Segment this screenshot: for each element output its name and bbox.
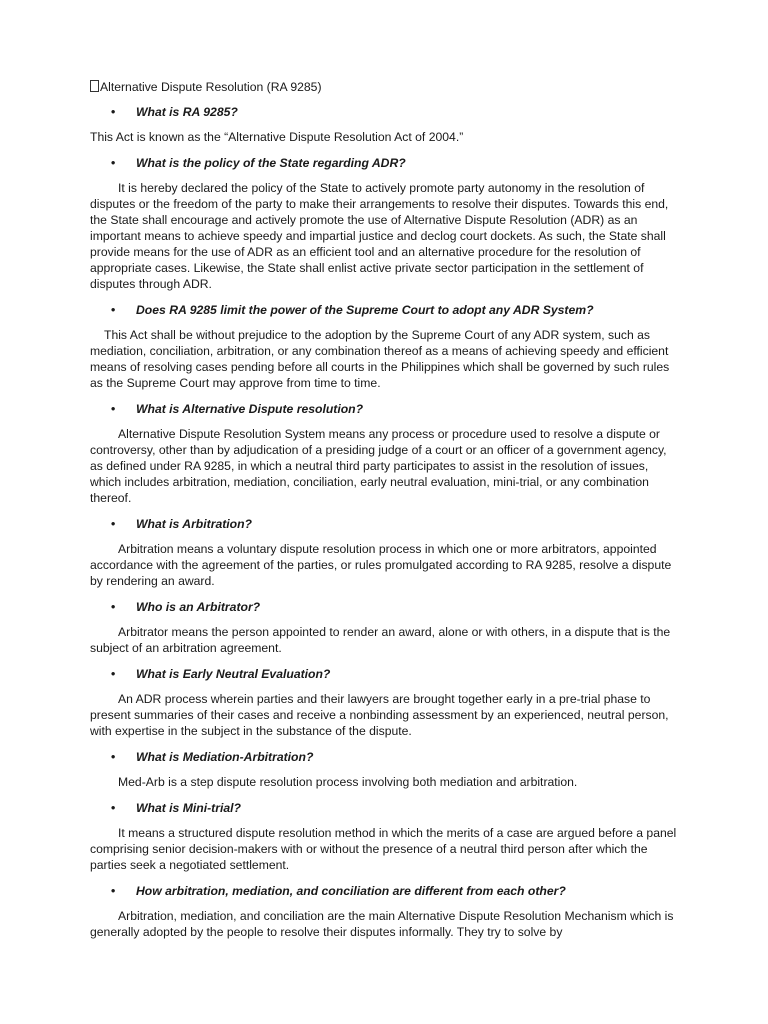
bullet-icon: •	[111, 801, 116, 815]
question-text: Who is an Arbitrator?	[136, 600, 261, 614]
answer-paragraph: Med-Arb is a step dispute resolution process involving both mediation and arbitration.	[118, 775, 578, 789]
question-text: What is Arbitration?	[136, 517, 253, 531]
question-text: What is Early Neutral Evaluation?	[136, 667, 331, 681]
bullet-icon: •	[111, 884, 116, 898]
question-text: What is Alternative Dispute resolution?	[136, 402, 364, 416]
question-heading	[90, 883, 678, 899]
answer-paragraph: Arbitrator means the person appointed to render an award, alone or with others, in a dispute that is the subject of an arbitration agreement.	[90, 625, 671, 655]
answer-paragraph: Arbitration, mediation, and conciliation are the main Alternative Dispute Resolution Mechanism which is generally adopted by the people to resolve their disputes informally. They try to solve by	[90, 909, 674, 939]
document-title-text: Alternative Dispute Resolution (RA 9285)	[100, 80, 322, 94]
question-text: How arbitration, mediation, and conciliation are different from each other?	[136, 884, 566, 898]
question-heading	[90, 302, 678, 318]
bullet-icon: •	[111, 667, 116, 681]
question-heading	[90, 155, 678, 171]
bullet-icon: •	[111, 517, 116, 531]
question-heading	[90, 800, 678, 816]
answer-paragraph: Alternative Dispute Resolution System means any process or procedure used to resolve a dispute or controversy, other than by adjudication of a presiding judge of a court or an officer of a government agency, as defined under RA 9285, in which a neutral third party participates to assist in the resolution of issues, which includes arbitration, mediation, conciliation, early neutral evaluation, mini-trial, or any combination thereof.	[90, 427, 667, 505]
bullet-icon: •	[111, 600, 116, 614]
question-heading	[90, 749, 678, 765]
bullet-icon: •	[111, 303, 116, 317]
bullet-icon: •	[111, 750, 116, 764]
question-heading	[90, 599, 678, 615]
question-heading	[90, 516, 678, 532]
question-text: What is Mediation-Arbitration?	[136, 750, 314, 764]
question-heading	[90, 401, 678, 417]
bullet-icon: •	[111, 402, 116, 416]
bullet-icon: •	[111, 105, 116, 119]
question-heading	[90, 104, 678, 120]
qa-sections	[90, 104, 678, 940]
answer-paragraph: Arbitration means a voluntary dispute resolution process in which one or more arbitrators, appointed accordance with the agreement of the parties, or rules promulgated according to RA 9285, resolve a dispute by rendering an award.	[90, 542, 672, 588]
answer-paragraph: An ADR process wherein parties and their lawyers are brought together early in a pre-trial phase to present summaries of their cases and receive a nonbinding assessment by an experienced, neutral person, with expertise in the subject in the substance of the dispute.	[90, 692, 669, 738]
answer-paragraph: It is hereby declared the policy of the State to actively promote party autonomy in the resolution of disputes or the freedom of the party to make their arrangements to resolve their disputes. Towards this end, the State shall encourage and actively promote the use of Alternative Dispute Resolution (ADR) as an important means to achieve speedy and impartial justice and declog court dockets. As such, the State shall provide means for the use of ADR as an efficient tool and an alternative procedure for the resolution of appropriate cases. Likewise, the State shall enlist active private sector participation in the settlement of disputes through ADR.	[90, 181, 669, 291]
answer-paragraph: This Act is known as the “Alternative Dispute Resolution Act of 2004.”	[90, 130, 464, 144]
question-text: What is Mini-trial?	[136, 801, 241, 815]
document-title	[90, 79, 678, 95]
question-text: What is the policy of the State regarding ADR?	[136, 156, 406, 170]
question-text: What is RA 9285?	[136, 105, 238, 119]
answer-paragraph: It means a structured dispute resolution method in which the merits of a case are argued before a panel comprising senior decision-makers with or without the presence of a neutral third person after which the parties seek a negotiated settlement.	[90, 826, 677, 872]
question-text: Does RA 9285 limit the power of the Supreme Court to adopt any ADR System?	[136, 303, 594, 317]
bullet-icon: •	[111, 156, 116, 170]
question-heading	[90, 666, 678, 682]
missing-glyph-icon	[90, 80, 99, 92]
answer-paragraph: This Act shall be without prejudice to the adoption by the Supreme Court of any ADR system, such as mediation, conciliation, arbitration, or any combination thereof as a means of achieving speedy and efficient means of resolving cases pending before all courts in the Philippines which shall be governed by such rules as the Supreme Court may approve from time to time.	[90, 328, 670, 390]
